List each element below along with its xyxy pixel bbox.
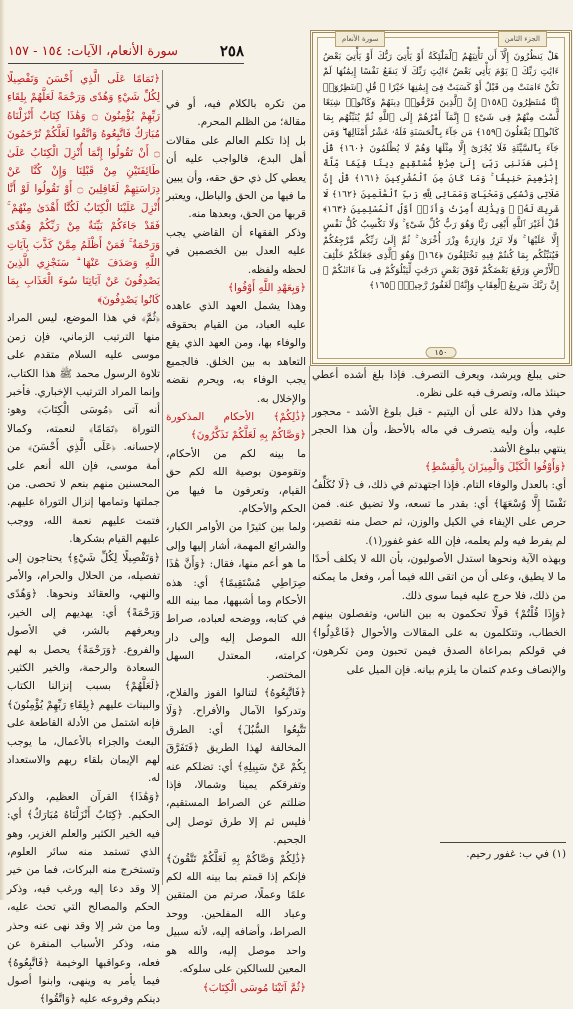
juz-label: الجزء الثامن — [498, 31, 547, 47]
footnote: (١) في ب: غفور رحيم. — [466, 848, 566, 860]
mushaf-page-number: ١٥٠ — [426, 347, 457, 358]
quran-verses: هَلْ يَنظُرُونَ إِلَّآ أَن تَأْتِيَهُمُ ٱلْمَلَٰٓئِكَةُ أَوْ يَأْتِيَ رَبُّكَ أَوْ يَأْتِيَ بَعْضُ ءَايَٰتِ رَبِّكَ ۗ يَوْمَ يَأْتِي بَعْضُ ءَايَٰتِ رَبِّكَ لَا يَنفَعُ نَفْسًا إِيمَٰنُهَا لَمْ تَكُنْ ءَامَنَتْ مِن قَبْلُ أَوْ كَسَبَتْ فِىٓ إِيمَٰنِهَا خَيْرًا ۗ قُلِ ٱنتَظِرُوٓا۟ إِنَّا مُنتَظِرُونَ ﴿١٥٨﴾ إِنَّ ٱلَّذِينَ فَرَّقُوا۟ دِينَهُمْ وَكَانُوا۟ شِيَعًا لَّسْتَ مِنْهُمْ فِى شَىْءٍ ۚ إِنَّمَآ أَمْرُهُمْ إِلَى ٱللَّهِ ثُمَّ يُنَبِّئُهُم بِمَا كَانُوا۟ يَفْعَلُونَ ﴿١٥٩﴾ مَن جَآءَ بِٱلْحَسَنَةِ فَلَهُۥ عَشْرُ أَمْثَالِهَا ۖ وَمَن جَآءَ بِٱلسَّيِّئَةِ فَلَا يُجْزَىٰٓ إِلَّا مِثْلَهَا وَهُمْ لَا يُظْلَمُونَ ﴿١٦٠﴾ قُلْ إِنَّنِى هَدَىٰنِى رَبِّىٓ إِلَىٰ صِرَٰطٍ مُّسْتَقِيمٍ دِينًا قِيَمًا مِّلَّةَ إِبْرَٰهِيمَ حَنِيفًا ۚ وَمَا كَانَ مِنَ ٱلْمُشْرِكِينَ ﴿١٦١﴾ قُلْ إِنَّ صَلَاتِى وَنُسُكِى وَمَحْيَاىَ وَمَمَاتِى لِلَّهِ رَبِّ ٱلْعَٰلَمِينَ ﴿١٦٢﴾ لَا شَرِيكَ لَهُۥ ۖ وَبِذَٰلِكَ أُمِرْتُ وَأَنَا۠ أَوَّلُ ٱلْمُسْلِمِينَ ﴿١٦٣﴾ قُلْ أَغَيْرَ ٱللَّهِ أَبْغِى رَبًّا وَهُوَ رَبُّ كُلِّ شَىْءٍ ۚ وَلَا تَكْسِبُ كُلُّ نَفْسٍ إِلَّا عَلَيْهَا ۚ وَلَا تَزِرُ وَازِرَةٌ وِزْرَ أُخْرَىٰ ۚ ثُمَّ إِلَىٰ رَبِّكُم مَّرْجِعُكُمْ فَيُنَبِّئُكُم بِمَا كُنتُمْ فِيهِ تَخْتَلِفُونَ ﴿١٦٤﴾ وَهُوَ ٱلَّذِى جَعَلَكُمْ خَلَٰٓئِفَ ٱلْأَرْضِ وَرَفَعَ بَعْضَكُمْ فَوْقَ بَعْضٍ دَرَجَٰتٍ لِّيَبْلُوَكُمْ فِى مَآ ءَاتَىٰكُمْ ۗ إِنَّ رَبَّكَ سَرِيعُ ٱلْعِقَابِ وَإِنَّهُۥ لَغَفُورٌ رَّحِيمٌۢ ﴿١٦٥﴾ — [323, 51, 560, 292]
quran-quote-paragraph: ﴿ثُمَّ آتَيْنَا مُوسَى الْكِتَابَ﴾ — [202, 981, 306, 994]
quran-quote-paragraph: ﴿ذَٰلِكُمْ﴾ الأحكام المذكورة ﴿وَصَّاكُمْ بِهِ لَعَلَّكُمْ تَذَكَّرُونَ﴾ — [166, 410, 306, 442]
commentary-paragraph: وبهذه الآية ونحوها استدل الأصوليون، بأن الله لا يكلف أحدًا ما لا يطيق، وعلى أن من اتقى الله فيما أمر، وفعل ما يمكنه من ذلك، فلا حرج عليه فيما سوى ذلك. — [312, 553, 566, 602]
commentary-paragraph: ﴿وَتَفْصِيلًا لِكُلِّ شَيْءٍ﴾ يحتاجون إلى تفصيله، من الحلال والحرام، والأمر والنهي، والعقائد ونحوها. ﴿وَهُدًى وَرَحْمَةً﴾ أي: يهديهم إلى الخير، ويعرفهم بالشر، في الأصول والفروع. ﴿وَرَحْمَةً﴾ يحصل به لهم السعادة والرحمة، والخير الكثير. ﴿لَعَلَّهُمْ﴾ بسبب إنزالنا الكتاب والبينات عليهم ﴿بِلِقَاءِ رَبِّهِمْ يُؤْمِنُونَ﴾ فإنه اشتمل من الأدلة القاطعة على البعث والجزاء بالأعمال، ما يوجب لهم الإيمان بلقاء ربهم والاستعداد له. — [7, 551, 160, 785]
quran-quote-paragraph: ﴿تَمَامًا عَلَى الَّذِي أَحْسَنَ وَتَفْصِيلًا لِكُلِّ شَيْءٍ وَهُدًى وَرَحْمَةً لَعَلَّهُمْ بِلِقَاءِ رَبِّهِمْ يُؤْمِنُونَ ۝ وَهَٰذَا كِتَابٌ أَنْزَلْنَاهُ مُبَارَكٌ فَاتَّبِعُوهُ وَاتَّقُوا لَعَلَّكُمْ تُرْحَمُونَ ۝ أَنْ تَقُولُوا إِنَّمَا أُنْزِلَ الْكِتَابُ عَلَىٰ طَائِفَتَيْنِ مِنْ قَبْلِنَا وَإِنْ كُنَّا عَنْ دِرَاسَتِهِمْ لَغَافِلِينَ ۝ أَوْ تَقُولُوا لَوْ أَنَّا أُنْزِلَ عَلَيْنَا الْكِتَابُ لَكُنَّا أَهْدَىٰ مِنْهُمْ ۚ فَقَدْ جَاءَكُمْ بَيِّنَةٌ مِنْ رَبِّكُمْ وَهُدًى وَرَحْمَةٌ ۚ فَمَنْ أَظْلَمُ مِمَّنْ كَذَّبَ بِآيَاتِ اللَّهِ وَصَدَفَ عَنْهَا ۗ سَنَجْزِي الَّذِينَ يَصْدِفُونَ عَنْ آيَاتِنَا سُوءَ الْعَذَابِ بِمَا كَانُوا يَصْدِفُونَ﴾ — [7, 73, 161, 306]
column-separator — [309, 366, 310, 821]
commentary-paragraph: وهذا يشمل العهد الذي عاهده عليه العباد، من القيام بحقوقه والوفاء بها، ومن العهد الذي يقع التعاهد به بين الخلق. فالجميع يجب الوفاء به، ويحرم نقضه والإخلال به. — [166, 300, 306, 405]
quran-quote-paragraph: ﴿وَبِعَهْدِ اللَّهِ أَوْفُوا﴾ — [227, 282, 306, 295]
commentary-paragraph: بل إذا تكلم العالم على مقالات أهل البدع، فالواجب عليه أن يعطي كل ذي حق حقه، وأن يبين ما فيها من الحق والباطل، ويعتبر قربها من الحق، وبعدها منه. — [166, 134, 306, 221]
commentary-paragraph: ﴿ذَٰلِكُمْ وَصَّاكُمْ بِهِ لَعَلَّكُمْ تَتَّقُونَ﴾ فإنكم إذا قمتم بما بينه الله لكم علمًا وعملًا، صرتم من المتقين وعباد الله المفلحين. ووحد الصراط، وأضافه إليه، لأنه سبيل واحد موصل إليه، والله هو المعين للسالكين على سلوكه. — [166, 852, 306, 976]
commentary-paragraph: ﴿وَهَٰذَا﴾ القرآن العظيم، والذكر الحكيم. ﴿كِتَابٌ أَنْزَلْنَاهُ مُبَارَكٌ﴾ أي: فيه الخير الكثير والعلم الغزير، وهو الذي تستمد منه سائر العلوم، وتستخرج منه البركات، فما من خير إلا وقد دعا إليه ورغب فيه، وذكر الحكم والمصالح التي تحث عليه، وما من شر إلا وقد نهى عنه وحذر منه، وذكر الأسباب المنفرة عن فعله، وعواقبها الوخيمة ﴿فَاتَّبِعُوهُ﴾ فيما يأمر به وينهى، وابنوا أصول دينكم وفروعه عليه ﴿وَاتَّقُوا﴾ — [7, 790, 160, 1006]
commentary-paragraph: وفي هذا دلالة على أن اليتيم - قبل بلوغ الأشد - محجور عليه، وأن وليه يتصرف في ماله بالأحظ، وأن هذا الحجر ينتهي ببلوغ الأشد. — [312, 405, 566, 455]
commentary-paragraph: ﴿وَإِذَا قُلْتُمْ﴾ قولًا تحكمون به بين الناس، وتفصلون بينهم الخطاب، وتتكلمون به على المقالات والأحوال ﴿فَاعْدِلُوا﴾ في قولكم بمراعاة الصدق فيمن تحبون ومن تكرهون، والإنصاف وعدم كتمان ما يلزم بيانه. فإن الميل على — [312, 608, 566, 676]
commentary-column-middle — [166, 95, 306, 994]
surah-title: سورة الأنعام، الآيات: ١٥٤ - ١٥٧ — [8, 43, 179, 59]
commentary-column-left — [7, 70, 161, 1006]
quran-text-box — [310, 30, 572, 366]
commentary-paragraph: ولما بين كثيرًا من الأوامر الكبار، والشرائع المهمة، أشار إليها وإلى ما هو أعم منها، فقال: ﴿وَأَنَّ هَٰذَا صِرَاطِي مُسْتَقِيمًا﴾ أي: هذه الأحكام وما أشبهها، مما بينه الله في كتابه، ووضحه لعباده، صراط الله الموصل إليه وإلى دار كرامته، المعتدل السهل المختصر. — [166, 521, 306, 681]
page-spine-shadow — [0, 0, 5, 900]
column-separator — [162, 70, 163, 885]
commentary-paragraph: حتى يبلغ ويرشد، ويعرف التصرف. فإذا بلغ أشده أعطي حينئذ ماله، وتصرف فيه على نظره. — [312, 369, 566, 400]
footnote-rule — [440, 842, 566, 843]
surah-label: سورة الأنعام — [335, 31, 385, 47]
commentary-paragraph: ما بينه لكم من الأحكام، وتقومون بوصية الله لكم حق القيام، وتعرفون ما فيها من الحكم والأحكام. — [166, 447, 306, 515]
header-rule — [8, 63, 244, 64]
commentary-paragraph: من تكره بالكلام فيه، أو في مقالة؛ من الظلم المحرم. — [166, 98, 306, 129]
page-header — [8, 40, 244, 62]
page-number: ٢٥٨ — [219, 42, 244, 60]
commentary-paragraph: وذكر الفقهاء أن القاضي يجب عليه العدل بين الخصمين في لحظه ولفظه. — [166, 226, 306, 276]
quran-quote-paragraph: ﴿وَأَوْفُوا الْكَيْلَ وَالْمِيزَانَ بِالْقِسْطِ﴾ — [424, 461, 566, 474]
commentary-column-right — [312, 366, 566, 821]
commentary-paragraph: أي: بالعدل والوفاء التام. فإذا اجتهدتم في ذلك، ف ﴿لَا نُكَلِّفُ نَفْسًا إِلَّا وُسْعَهَا﴾ أي: بقدر ما تسعه، ولا تضيق عنه. فمن حرص على الإيفاء في الكيل والوزن، ثم حصل منه تقصير، لم يفرط فيه ولم يعلمه، فإن الله عفو غفور(١). — [312, 479, 566, 547]
commentary-paragraph: ﴿فَاتَّبِعُوهُ﴾ لتنالوا الفوز والفلاح، وتدركوا الآمال والأفراح. ﴿وَلَا تَتَّبِعُوا السُّبُلَ﴾ أي: الطرق المخالفة لهذا الطريق ﴿فَتَفَرَّقَ بِكُمْ عَنْ سَبِيلِهِ﴾ أي: تضلكم عنه وتفرقكم يمينا وشمالا، فإذا ضللتم عن الصراط المستقيم، فليس ثم إلا طرق توصل إلى الجحيم. — [166, 687, 306, 847]
commentary-paragraph: ﴿ثُمَّ﴾ في هذا الموضع، ليس المراد منها الترتيب الزماني، فإن زمن موسى عليه السلام متقدم على تلاوة الرسول محمد ﷺ هذا الكتاب، وإنما المراد الترتيب الإخباري. فأخبر أنه آتى ﴿مُوسَى الْكِتَابَ﴾ وهو: التوراة ﴿تَمَامًا﴾ لنعمته، وكمالا لإحسانه. ﴿عَلَى الَّذِي أَحْسَنَ﴾ من أمة موسى، فإن الله أنعم على المحسنين منهم بنعم لا تحصى. من جملتها وتمامها إنزال التوراة عليهم. فتمت عليهم نعمة الله، ووجب عليهم القيام بشكرها. — [7, 312, 160, 546]
